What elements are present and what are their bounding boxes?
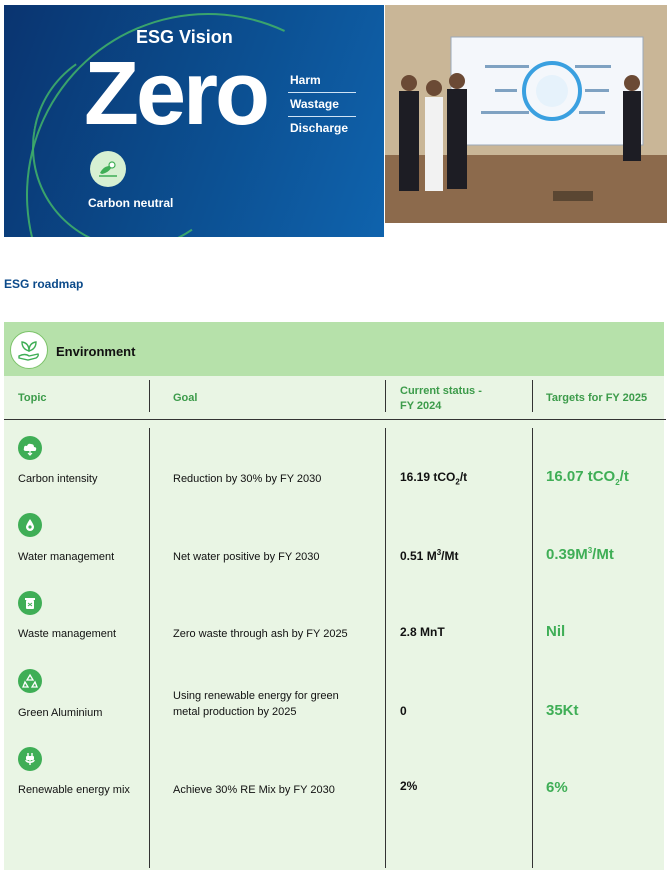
target-renewable-energy-mix: 6% — [546, 779, 568, 796]
status-header-line2: FY 2024 — [400, 400, 442, 412]
divider — [385, 428, 386, 868]
zero-words-list — [288, 69, 356, 140]
waste-bin-icon — [18, 591, 42, 615]
goal-waste-management: Zero waste through ash by FY 2025 — [173, 628, 348, 640]
section-title: ESG roadmap — [4, 277, 84, 291]
target-waste-management: Nil — [546, 623, 566, 640]
water-drop-icon — [18, 513, 42, 537]
header-divider — [4, 419, 666, 420]
carbon-neutral-icon — [90, 151, 126, 187]
banner-title: ESG Vision — [136, 27, 233, 47]
target-carbon-intensity — [546, 468, 629, 487]
goal-water-management: Net water positive by FY 2030 — [173, 551, 320, 563]
goal-line: Using renewable energy for green — [173, 690, 339, 702]
column-header-topic: Topic — [18, 392, 47, 404]
presentation-photo — [385, 5, 667, 223]
status-value: 0.51 M — [400, 549, 437, 563]
target-subscript: 2 — [615, 478, 620, 487]
target-superscript: 3 — [587, 546, 593, 555]
plug-leaf-icon — [18, 747, 42, 771]
status-unit: /t — [459, 470, 468, 484]
carbon-cloud-icon — [18, 436, 42, 460]
status-subscript: 2 — [455, 477, 460, 487]
word-discharge: Discharge — [290, 121, 349, 135]
column-header-target: Targets for FY 2025 — [546, 392, 648, 404]
status-waste-management: 2.8 MnT — [400, 625, 445, 639]
divider — [532, 428, 533, 868]
status-green-aluminium: 0 — [400, 704, 407, 718]
divider — [532, 380, 533, 412]
target-value: 16.07 tCO — [546, 468, 616, 485]
status-header-line1: Current status - — [400, 385, 482, 397]
word-wastage: Wastage — [288, 93, 356, 117]
target-unit: /t — [619, 468, 629, 485]
environment-icon — [10, 331, 48, 369]
category-title: Environment — [56, 344, 136, 359]
goal-renewable-energy-mix: Achieve 30% RE Mix by FY 2030 — [173, 784, 335, 796]
divider — [385, 380, 386, 412]
column-header-status — [400, 384, 482, 414]
target-green-aluminium: 35Kt — [546, 702, 579, 719]
target-water-management — [546, 546, 614, 563]
topic-waste-management: Waste management — [18, 628, 117, 640]
recycle-icon — [18, 669, 42, 693]
status-unit: /Mt — [441, 549, 459, 563]
panel-header — [4, 322, 664, 376]
goal-line: metal production by 2025 — [173, 706, 297, 718]
column-header-goal: Goal — [173, 392, 198, 404]
word-harm: Harm — [288, 69, 356, 93]
topic-carbon-intensity: Carbon intensity — [18, 473, 98, 485]
environment-panel — [4, 322, 664, 870]
topic-water-management: Water management — [18, 551, 115, 563]
goal-carbon-intensity: Reduction by 30% by FY 2030 — [173, 473, 322, 485]
status-superscript: 3 — [436, 548, 442, 557]
divider — [149, 380, 150, 412]
status-renewable-energy-mix: 2% — [400, 779, 418, 793]
status-value: 16.19 tCO — [400, 470, 456, 484]
zero-heading: Zero — [84, 44, 268, 144]
target-unit: /Mt — [592, 546, 614, 563]
status-carbon-intensity — [400, 470, 467, 486]
topic-green-aluminium: Green Aluminium — [18, 707, 103, 719]
carbon-neutral-label: Carbon neutral — [88, 196, 174, 210]
goal-green-aluminium — [173, 688, 339, 720]
esg-vision-banner — [4, 5, 384, 237]
status-water-management — [400, 548, 458, 563]
target-value: 0.39M — [546, 546, 588, 563]
divider — [149, 428, 150, 868]
topic-renewable-energy-mix: Renewable energy mix — [18, 784, 130, 796]
